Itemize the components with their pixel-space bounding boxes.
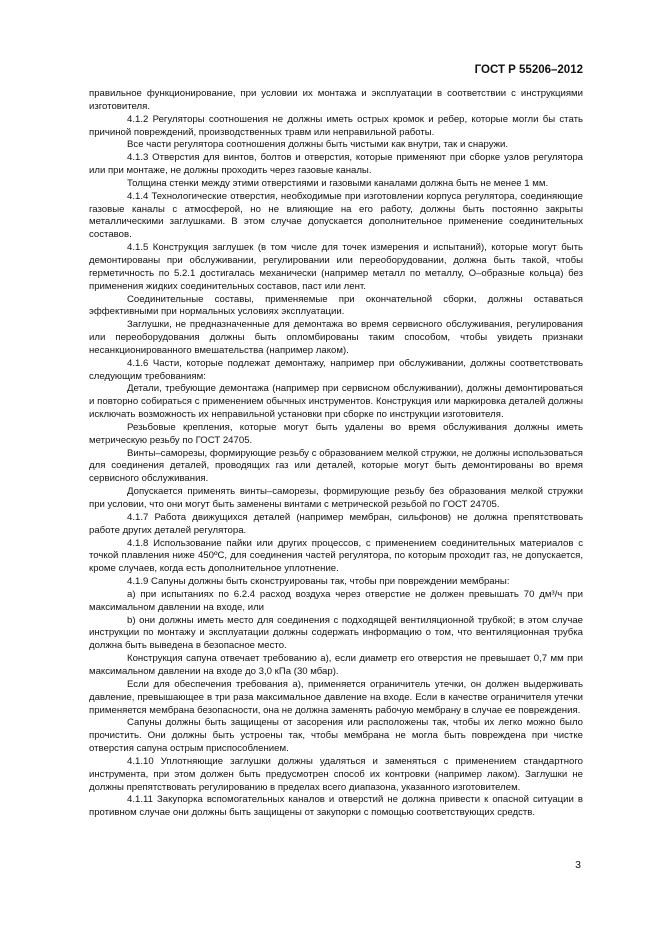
paragraph: Если для обеспечения требования а), применяется ограничитель утечки, он должен выдерживать давление, превышающее в три раза максимальное давление на входе. Если в качестве ограничителя утечки применяется мембрана безопасности, она не должна заменять рабочую мембрану в случае ее повреждения. (89, 678, 583, 716)
paragraph: Винты–саморезы, формирующие резьбу с образованием мелкой стружки, не должны использоваться для соединения деталей, проводящих газ или деталей, которые могут быть демонтированы во время сервисного обслуживания. (89, 447, 583, 485)
paragraph: 4.1.7 Работа движущихся деталей (например мембран, сильфонов) не должна препятствовать работе других деталей регулятора. (89, 511, 583, 536)
body-text (89, 88, 583, 820)
paragraph: 4.1.6 Части, которые подлежат демонтажу, например при обслуживании, должны соответствовать следующим требованиям: (89, 357, 583, 382)
paragraph: Толщина стенки между этими отверстиями и газовыми каналами должна быть не менее 1 мм. (127, 177, 549, 189)
paragraph: а) при испытаниях по 6.2.4 расход воздуха через отверстие не должен превышать 70 дм³/ч при максимальном давлении на входе, или (89, 588, 583, 613)
paragraph: 4.1.3 Отверстия для винтов, болтов и отверстия, которые применяют при сборке узлов регулятора или при монтаже, не должны проходить через газовые каналы. (89, 152, 583, 177)
paragraph: Допускается применять винты–саморезы, формирующие резьбу без образования мелкой стружки при условии, что они могут быть заменены винтами с метрической резьбой по ГОСТ 24705. (89, 486, 583, 510)
paragraph: 4.1.11 Закупорка вспомогательных каналов и отверстий не должна привести к опасной ситуации в противном случае они должны быть защищены от закупорки с помощью соответствующих средств. (89, 794, 583, 819)
paragraph: Заглушки, не предназначенные для демонтажа во время сервисного обслуживания, регулирования или переоборудования должны быть опломбированы таким способом, чтобы увидеть признаки несанкционированного вмешательства (например лаком). (89, 319, 583, 356)
paragraph: Соединительные составы, применяемые при окончательной сборки, должны оставаться эффективными при нормальных условиях эксплуатации. (89, 293, 583, 318)
paragraph: Резьбовые крепления, которые могут быть удалены во время обслуживания должны иметь метрическую резьбу по ГОСТ 24705. (89, 421, 583, 446)
paragraph: 4.1.4 Технологические отверстия, необходимые при изготовлении корпуса регулятора, соединяющие газовые каналы с атмосферой, но не влияющие на его работу, должны быть постоянно закрыты металлическими заглушками. В этом случае допускается дополнительное применение соединительных составов. (89, 190, 583, 241)
paragraph: 4.1.5 Конструкция заглушек (в том числе для точек измерения и испытаний), которые могут быть демонтированы при обслуживании, регулировании или переоборудовании, должна быть такой, чтобы герметичность по 5.2.1 достигалась механически (например металл по металлу, О–образные кольца) без применения жидких соединительных составов, паст или лент. (89, 242, 583, 292)
paragraph: правильное функционирование, при условии их монтажа и эксплуатации в соответствии с инструкциями изготовителя. (89, 88, 583, 112)
paragraph: 4.1.2 Регуляторы соотношения не должны иметь острых кромок и ребер, которые могли бы стать причиной повреждений, производственных травм или неправильной работы. (89, 113, 583, 138)
paragraph: 4.1.9 Сапуны должны быть сконструированы так, чтобы при повреждении мембраны: (127, 576, 510, 588)
paragraph: 4.1.10 Уплотняющие заглушки должны удаляться и заменяться с применением стандартного инструмента, при этом должен быть предусмотрен способ их контровки (например лаком). Заглушки не должны препятствовать регулированию в пределах всего диапазона, указанного изготовителем. (89, 755, 583, 793)
paragraph: Все части регулятора соотношения должны быть чистыми как внутри, так и снаружи. (127, 139, 509, 151)
paragraph: b) они должны иметь место для соединения с подходящей вентиляционной трубкой; в этом случае инструкции по монтажу и эксплуатации должны содержать информацию о том, что вентиляционная трубка должна быть выведена в безопасное место. (89, 614, 583, 652)
document-id: ГОСТ Р 55206–2012 (474, 64, 583, 76)
paragraph: 4.1.8 Использование пайки или других процессов, с применением соединительных материалов с точкой плавления ниже 450ºC, для соединения частей регулятора, по которым проходит газ, не допускается, кроме случаев, когда есть дополнительное уплотнение. (89, 537, 583, 575)
paragraph: Детали, требующие демонтажа (например при сервисном обслуживании), должны демонтироваться и повторно собираться с применением обычных инструментов. Конструкция или маркировка деталей должны исключать возможность их неправильной установки при сборке по инструкции изготовителя. (89, 383, 583, 421)
page-number: 3 (575, 859, 581, 871)
paragraph: Конструкция сапуна отвечает требованию а), если диаметр его отверстия не превышает 0,7 мм при максимальном давлении на входе до 3,0 кПа (30 мбар). (89, 653, 583, 677)
paragraph: Сапуны должны быть защищены от засорения или расположены так, чтобы их легко можно было прочистить. Они должны быть устроены так, чтобы мембрана не могла быть повреждена при чистке отверстия сапуна острым приспособлением. (89, 717, 583, 755)
